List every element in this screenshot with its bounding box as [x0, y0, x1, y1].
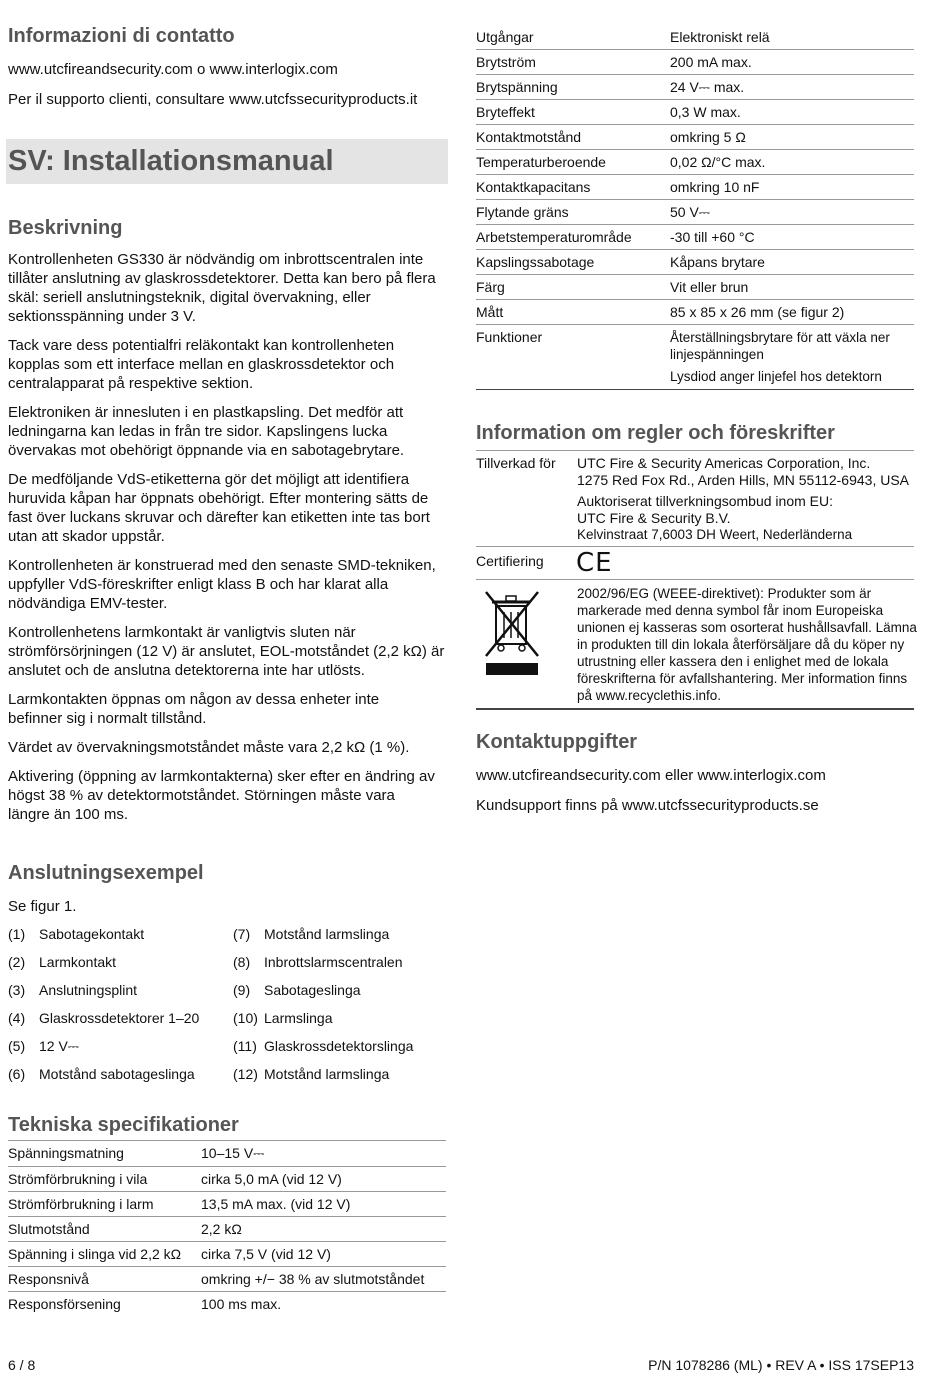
description-title: Beskrivning — [8, 217, 123, 239]
sv-contact-line2: Kundsupport finns på www.utcfssecurityproducts.se — [476, 797, 819, 814]
table-row — [476, 580, 917, 710]
table-row: Brytström 200 mA max. — [476, 50, 914, 75]
description-paragraph: Kontrollenhetens larmkontakt är vanligtvis sluten när strömförsörjningen (12 V) är anslutet, EOL-motståndet (2,2 kΩ) är anslutet och de anslutna detektorerna inte har utlösts. — [8, 624, 445, 679]
table-row: Mått 85 x 85 x 26 mm (se figur 2) — [476, 300, 914, 325]
ce-mark: CE — [576, 548, 613, 578]
description-paragraph: Kontrollenheten är konstruerad med den senaste SMD-tekniken, uppfyller VdS-föreskrifter enligt klass B och har klarat alla nödvändiga EMV-tester. — [8, 557, 436, 612]
tech-specs-table — [8, 1140, 446, 1316]
it-contact-line1: www.utcfireandsecurity.com o www.interlogix.com — [8, 61, 338, 78]
page-number: 6 / 8 — [8, 1357, 36, 1373]
table-row: Funktioner Återställningsbrytare för att växla ner linjespänningen Lysdiod anger linjefel hos detektorn — [476, 325, 914, 390]
description-paragraph: De medföljande VdS-etiketterna gör det möjligt att identifiera huruvida kåpan har öppnats obehörigt. Efter montering sätts de fast över luckans skruvar och därefter kan etiketten inte tas bort utan att skador uppstår. — [8, 471, 430, 545]
it-contact-title: Informazioni di contatto — [8, 25, 235, 47]
it-contact-line2: Per il supporto clienti, consultare www.utcfssecurityproducts.it — [8, 91, 418, 108]
regulatory-title: Information om regler och föreskrifter — [476, 422, 835, 444]
table-row: Certifiering CE — [476, 547, 914, 580]
table-row: Brytspänning 24 V⎓ max. — [476, 75, 914, 100]
description-paragraph: Elektroniken är innesluten i en plastkapsling. Det medför att ledningarna kan ledas in från tre sidor. Kapslingens lucka övervakas mot obehörigt öppnande via en sabotagebrytare. — [8, 404, 405, 459]
description-paragraph: Aktivering (öppning av larmkontakterna) sker efter en ändring av högst 38 % av detektormotståndet. Störningen måste vara längre än 100 ms. — [8, 768, 435, 823]
description-paragraph: Kontrollenheten GS330 är nödvändig om inbrottscentralen inte tillåter anslutning av glaskrossdetektorer. Detta kan bero på flera skäl: seriell anslutningsteknik, digital övervakning, eller sektionsspänning under 3 V. — [8, 251, 436, 325]
regulatory-table — [476, 450, 917, 710]
table-row: Kontaktmotstånd omkring 5 Ω — [476, 125, 914, 150]
weee-text: 2002/96/EG (WEEE-direktivet): Produkter som är markerade med denna symbol får inom Europeiska unionen ej kasseras som osorterat hushållsavfall. Lämna in produkten till din lokala återförsäljare då du köper ny utrustning eller kassera den i enlighet med de lokala föreskrifterna för avfallshantering. Mer information finns på www.recyclethis.info. — [577, 586, 917, 703]
table-row: Spänningsmatning 10–15 V⎓ — [8, 1140, 446, 1167]
table-row: Tillverkad för UTC Fire & Security Americas Corporation, Inc. 1275 Red Fox Rd., Arden Hills, MN 55112-6943, USA Auktoriserat tillverkningsombud inom EU: UTC Fire & Security B.V. Kelvinstraat 7,6003 DH Weert, Nederländerna — [476, 450, 914, 547]
table-row: Flytande gräns 50 V⎓ — [476, 200, 914, 225]
connection-intro: Se figur 1. — [8, 898, 77, 915]
table-row: Kapslingssabotage Kåpans brytare — [476, 250, 914, 275]
weee-bin-icon — [482, 586, 542, 681]
table-row: Bryteffekt 0,3 W max. — [476, 100, 914, 125]
table-row: Utgångar Elektroniskt relä — [476, 25, 914, 50]
table-row: Responsnivå omkring +/− 38 % av slutmotståndet — [8, 1267, 446, 1292]
table-row: Strömförbrukning i vila cirka 5,0 mA (vid 12 V) — [8, 1167, 446, 1192]
table-row: Responsförsening 100 ms max. — [8, 1296, 282, 1312]
table-row: Slutmotstånd 2,2 kΩ — [8, 1217, 446, 1242]
table-row: Arbetstemperaturområde -30 till +60 °C — [476, 225, 914, 250]
tech-specs-title: Tekniska specifikationer — [8, 1114, 239, 1136]
connection-list: (1) Sabotagekontakt (2) Larmkontakt (3) Anslutningsplint (4) Glaskrossdetektorer 1–20 (5) 12 V⎓ (6) Motstånd sabotageslinga (7) Motstånd larmslinga (8) Inbrottslarmscentralen (9) Sabotageslinga (10) Larmslinga (11) Glaskrossdetektorslinga (12) Motstånd larmslinga — [8, 926, 414, 1082]
table-row: Strömförbrukning i larm 13,5 mA max. (vid 12 V) — [8, 1192, 446, 1217]
table-row: Färg Vit eller brun — [476, 275, 914, 300]
table-row: Kontaktkapacitans omkring 10 nF — [476, 175, 914, 200]
description-paragraph: Värdet av övervakningsmotståndet måste vara 2,2 kΩ (1 %). — [8, 739, 410, 756]
sv-contact-line1: www.utcfireandsecurity.com eller www.interlogix.com — [476, 767, 826, 784]
description-paragraph: Tack vare dess potentialfri reläkontakt kan kontrollenheten kopplas som ett interface mellan en glaskrossdetektor och centralapparat på respektive sektion. — [8, 337, 395, 392]
connection-title: Anslutningsexempel — [8, 862, 204, 884]
section-title: SV: Installationsmanual — [8, 145, 334, 177]
sv-contact-title: Kontaktuppgifter — [476, 731, 638, 753]
table-row: Temperaturberoende 0,02 Ω/°C max. — [476, 150, 914, 175]
spec-right-table — [476, 25, 914, 390]
part-number: P/N 1078286 (ML) • REV A • ISS 17SEP13 — [648, 1357, 914, 1373]
table-row: Spänning i slinga vid 2,2 kΩ cirka 7,5 V (vid 12 V) — [8, 1242, 446, 1267]
description-paragraph: Larmkontakten öppnas om någon av dessa enheter inte befinner sig i normalt tillstånd. — [8, 691, 380, 727]
description-body — [8, 250, 448, 824]
